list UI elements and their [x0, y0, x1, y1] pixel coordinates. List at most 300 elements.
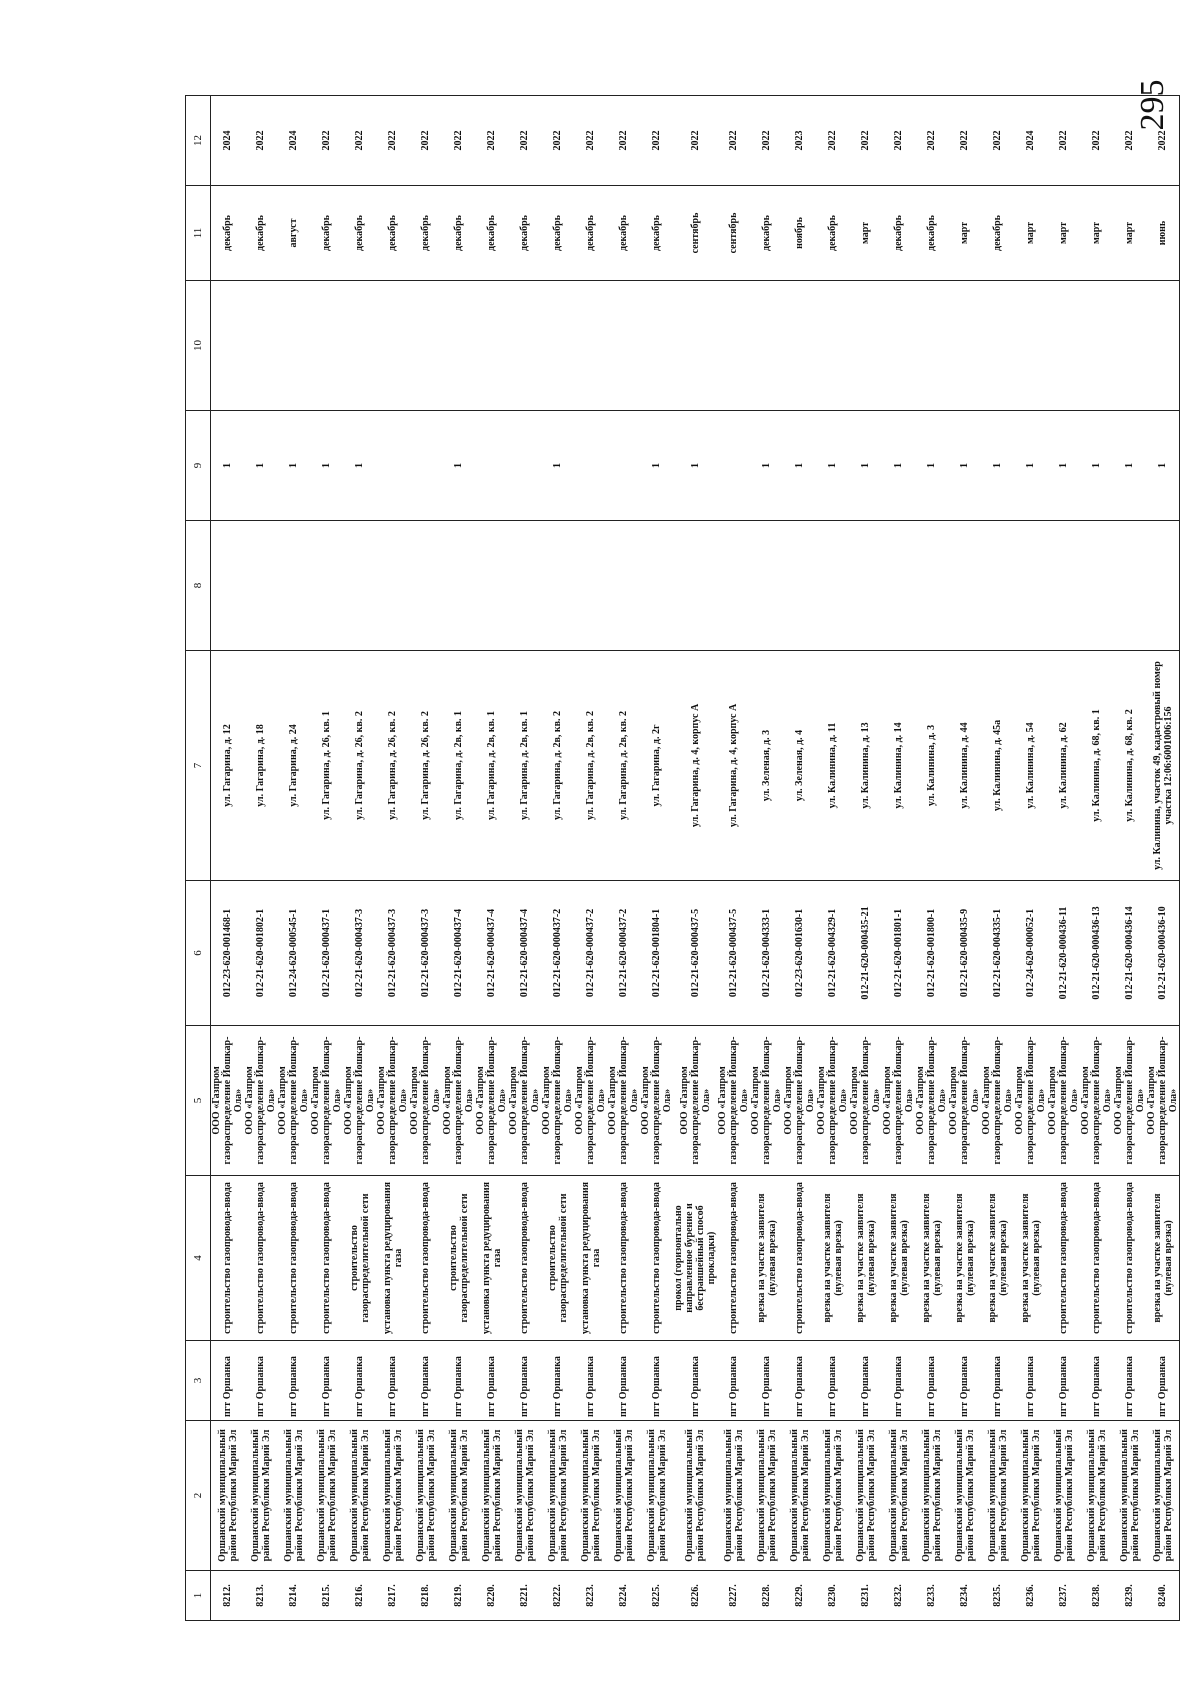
- work-type-cell: строительство газопровода-ввода: [244, 1176, 277, 1341]
- address-cell: ул. Гагарина, д. 2в, кв. 1: [475, 651, 508, 881]
- column-8-cell: [1080, 521, 1113, 651]
- application-code-cell: 012-21-620-000436-14: [1113, 881, 1146, 1026]
- organization-cell: ООО «Газпром газораспределение Йошкар-Ола»: [1080, 1026, 1113, 1176]
- row-number: 8239.: [1113, 1571, 1146, 1621]
- settlement-cell: пгт Оршанка: [948, 1341, 981, 1421]
- table-row: [783, 96, 816, 1621]
- application-code-cell: 012-21-620-000437-3: [409, 881, 442, 1026]
- column-10-cell: [915, 281, 948, 411]
- column-header-1: 1: [186, 1571, 211, 1621]
- column-10-cell: [541, 281, 574, 411]
- application-code-cell: 012-21-620-001804-1: [640, 881, 673, 1026]
- table-row: [915, 96, 948, 1621]
- address-cell: ул. Калинина, д. 14: [882, 651, 915, 881]
- work-type-cell: строительство газопровода-ввода: [1113, 1176, 1146, 1341]
- column-10-cell: [574, 281, 607, 411]
- organization-cell: ООО «Газпром газораспределение Йошкар-Ола»: [475, 1026, 508, 1176]
- row-number: 8228.: [750, 1571, 783, 1621]
- district-cell: Оршанский муниципальный район Республики Марий Эл: [1014, 1421, 1047, 1571]
- work-type-cell: строительство газопровода-ввода: [717, 1176, 750, 1341]
- year-cell: 2022: [1080, 96, 1113, 186]
- settlement-cell: пгт Оршанка: [574, 1341, 607, 1421]
- column-10-cell: [442, 281, 475, 411]
- application-code-cell: 012-21-620-000437-5: [673, 881, 717, 1026]
- work-type-cell: врезка на участке заявителя (нулевая врезка): [915, 1176, 948, 1341]
- settlement-cell: пгт Оршанка: [915, 1341, 948, 1421]
- work-type-cell: строительство газопровода-ввода: [607, 1176, 640, 1341]
- column-header-8: 8: [186, 521, 211, 651]
- table-row: [640, 96, 673, 1621]
- organization-cell: ООО «Газпром газораспределение Йошкар-Ола»: [211, 1026, 245, 1176]
- month-cell: декабрь: [211, 186, 245, 281]
- quantity-cell: 1: [750, 411, 783, 521]
- organization-cell: ООО «Газпром газораспределение Йошкар-Ола»: [948, 1026, 981, 1176]
- district-cell: Оршанский муниципальный район Республики Марий Эл: [574, 1421, 607, 1571]
- quantity-cell: 1: [277, 411, 310, 521]
- row-number: 8217.: [376, 1571, 409, 1621]
- settlement-cell: пгт Оршанка: [310, 1341, 343, 1421]
- organization-cell: ООО «Газпром газораспределение Йошкар-Ола»: [607, 1026, 640, 1176]
- work-type-cell: врезка на участке заявителя (нулевая врезка): [816, 1176, 849, 1341]
- month-cell: декабрь: [882, 186, 915, 281]
- row-number: 8234.: [948, 1571, 981, 1621]
- address-cell: ул. Гагарина, д. 4, корпус А: [673, 651, 717, 881]
- work-type-cell: установка пункта редуцирования газа: [475, 1176, 508, 1341]
- year-cell: 2022: [343, 96, 376, 186]
- work-type-cell: строительство газораспределительной сети: [442, 1176, 475, 1341]
- application-code-cell: 012-21-620-000435-21: [849, 881, 882, 1026]
- application-code-cell: 012-21-620-001801-1: [882, 881, 915, 1026]
- quantity-cell: 1: [211, 411, 245, 521]
- district-cell: Оршанский муниципальный район Республики Марий Эл: [277, 1421, 310, 1571]
- column-10-cell: [981, 281, 1014, 411]
- application-code-cell: 012-21-620-004329-1: [816, 881, 849, 1026]
- district-cell: Оршанский муниципальный район Республики Марий Эл: [508, 1421, 541, 1571]
- table-row: [244, 96, 277, 1621]
- column-8-cell: [541, 521, 574, 651]
- address-cell: ул. Гагарина, д. 12: [211, 651, 245, 881]
- work-type-cell: врезка на участке заявителя (нулевая врезка): [948, 1176, 981, 1341]
- column-header-5: 5: [186, 1026, 211, 1176]
- address-cell: ул. Гагарина, д. 2в, кв. 2: [607, 651, 640, 881]
- work-type-cell: врезка на участке заявителя (нулевая врезка): [882, 1176, 915, 1341]
- address-cell: ул. Гагарина, д. 2в, кв. 2: [574, 651, 607, 881]
- month-cell: март: [948, 186, 981, 281]
- column-10-cell: [1014, 281, 1047, 411]
- column-8-cell: [277, 521, 310, 651]
- work-type-cell: врезка на участке заявителя (нулевая врезка): [1014, 1176, 1047, 1341]
- table-row: [310, 96, 343, 1621]
- year-cell: 2022: [882, 96, 915, 186]
- table-row: [717, 96, 750, 1621]
- organization-cell: ООО «Газпром газораспределение Йошкар-Ола»: [1047, 1026, 1080, 1176]
- settlement-cell: пгт Оршанка: [981, 1341, 1014, 1421]
- column-header-12: 12: [186, 96, 211, 186]
- application-code-cell: 012-21-620-004335-1: [981, 881, 1014, 1026]
- district-cell: Оршанский муниципальный район Республики Марий Эл: [816, 1421, 849, 1571]
- month-cell: декабрь: [981, 186, 1014, 281]
- quantity-cell: 1: [1080, 411, 1113, 521]
- year-cell: 2022: [717, 96, 750, 186]
- month-cell: март: [1113, 186, 1146, 281]
- column-header-11: 11: [186, 186, 211, 281]
- application-code-cell: 012-21-620-001802-1: [244, 881, 277, 1026]
- column-10-cell: [607, 281, 640, 411]
- address-cell: ул. Калинина, д. 11: [816, 651, 849, 881]
- settlement-cell: пгт Оршанка: [442, 1341, 475, 1421]
- quantity-cell: [475, 411, 508, 521]
- organization-cell: ООО «Газпром газораспределение Йошкар-Ола»: [816, 1026, 849, 1176]
- data-table-rotated: [185, 96, 1185, 1621]
- work-type-cell: строительство газопровода-ввода: [783, 1176, 816, 1341]
- column-header-4: 4: [186, 1176, 211, 1341]
- column-8-cell: [1113, 521, 1146, 651]
- column-10-cell: [1080, 281, 1113, 411]
- organization-cell: ООО «Газпром газораспределение Йошкар-Ола»: [277, 1026, 310, 1176]
- column-10-cell: [750, 281, 783, 411]
- column-10-cell: [1047, 281, 1080, 411]
- column-8-cell: [310, 521, 343, 651]
- column-10-cell: [673, 281, 717, 411]
- table-row: [343, 96, 376, 1621]
- row-number: 8227.: [717, 1571, 750, 1621]
- column-10-cell: [717, 281, 750, 411]
- application-code-cell: 012-21-620-000436-11: [1047, 881, 1080, 1026]
- district-cell: Оршанский муниципальный район Республики Марий Эл: [1146, 1421, 1180, 1571]
- application-code-cell: 012-21-620-000437-3: [376, 881, 409, 1026]
- district-cell: Оршанский муниципальный район Республики Марий Эл: [948, 1421, 981, 1571]
- quantity-cell: 1: [244, 411, 277, 521]
- application-code-cell: 012-21-620-000437-2: [607, 881, 640, 1026]
- work-type-cell: строительство газораспределительной сети: [343, 1176, 376, 1341]
- organization-cell: ООО «Газпром газораспределение Йошкар-Ола»: [640, 1026, 673, 1176]
- district-cell: Оршанский муниципальный район Республики Марий Эл: [211, 1421, 245, 1571]
- column-header-2: 2: [186, 1421, 211, 1571]
- month-cell: декабрь: [244, 186, 277, 281]
- work-type-cell: строительство газопровода-ввода: [640, 1176, 673, 1341]
- settlement-cell: пгт Оршанка: [882, 1341, 915, 1421]
- table-row: [1113, 96, 1146, 1621]
- year-cell: 2024: [277, 96, 310, 186]
- column-8-cell: [816, 521, 849, 651]
- column-10-cell: [244, 281, 277, 411]
- work-type-cell: врезка на участке заявителя (нулевая врезка): [1146, 1176, 1180, 1341]
- month-cell: ноябрь: [783, 186, 816, 281]
- district-cell: Оршанский муниципальный район Республики Марий Эл: [915, 1421, 948, 1571]
- settlement-cell: пгт Оршанка: [1146, 1341, 1180, 1421]
- column-8-cell: [915, 521, 948, 651]
- table-row: [541, 96, 574, 1621]
- column-8-cell: [1047, 521, 1080, 651]
- column-10-cell: [816, 281, 849, 411]
- row-number: 8237.: [1047, 1571, 1080, 1621]
- column-8-cell: [948, 521, 981, 651]
- column-8-cell: [882, 521, 915, 651]
- column-10-cell: [1113, 281, 1146, 411]
- column-header-9: 9: [186, 411, 211, 521]
- column-10-cell: [211, 281, 245, 411]
- table-row: [1080, 96, 1113, 1621]
- column-8-cell: [376, 521, 409, 651]
- district-cell: Оршанский муниципальный район Республики Марий Эл: [849, 1421, 882, 1571]
- column-10-cell: [343, 281, 376, 411]
- address-cell: ул. Гагарина, д. 26, кв. 2: [343, 651, 376, 881]
- organization-cell: ООО «Газпром газораспределение Йошкар-Ола»: [442, 1026, 475, 1176]
- month-cell: декабрь: [409, 186, 442, 281]
- address-cell: ул. Калинина, д. 68, кв. 1: [1080, 651, 1113, 881]
- district-cell: Оршанский муниципальный район Республики Марий Эл: [640, 1421, 673, 1571]
- year-cell: 2022: [574, 96, 607, 186]
- table-body: [211, 96, 1180, 1621]
- column-10-cell: [783, 281, 816, 411]
- row-number: 8240.: [1146, 1571, 1180, 1621]
- settlement-cell: пгт Оршанка: [783, 1341, 816, 1421]
- work-type-cell: строительство газопровода-ввода: [409, 1176, 442, 1341]
- settlement-cell: пгт Оршанка: [607, 1341, 640, 1421]
- address-cell: ул. Гагарина, д. 2в, кв. 1: [508, 651, 541, 881]
- row-number: 8229.: [783, 1571, 816, 1621]
- table-row: [849, 96, 882, 1621]
- header-row: [186, 96, 211, 1621]
- column-8-cell: [607, 521, 640, 651]
- table-row: [508, 96, 541, 1621]
- district-cell: Оршанский муниципальный район Республики Марий Эл: [673, 1421, 717, 1571]
- address-cell: ул. Калинина, д. 44: [948, 651, 981, 881]
- column-8-cell: [475, 521, 508, 651]
- column-10-cell: [948, 281, 981, 411]
- quantity-cell: 1: [640, 411, 673, 521]
- quantity-cell: 1: [442, 411, 475, 521]
- settlement-cell: пгт Оршанка: [1080, 1341, 1113, 1421]
- column-8-cell: [673, 521, 717, 651]
- column-8-cell: [442, 521, 475, 651]
- page-number: 295: [1134, 79, 1171, 131]
- column-10-cell: [475, 281, 508, 411]
- organization-cell: ООО «Газпром газораспределение Йошкар-Ола»: [343, 1026, 376, 1176]
- organization-cell: ООО «Газпром газораспределение Йошкар-Ола»: [376, 1026, 409, 1176]
- table-row: [948, 96, 981, 1621]
- month-cell: март: [849, 186, 882, 281]
- work-type-cell: строительство газопровода-ввода: [310, 1176, 343, 1341]
- year-cell: 2022: [409, 96, 442, 186]
- district-cell: Оршанский муниципальный район Республики Марий Эл: [244, 1421, 277, 1571]
- table-row: [475, 96, 508, 1621]
- month-cell: сентябрь: [717, 186, 750, 281]
- district-cell: Оршанский муниципальный район Республики Марий Эл: [750, 1421, 783, 1571]
- quantity-cell: 1: [948, 411, 981, 521]
- year-cell: 2022: [915, 96, 948, 186]
- column-header-6: 6: [186, 881, 211, 1026]
- quantity-cell: 1: [1113, 411, 1146, 521]
- table-row: [1047, 96, 1080, 1621]
- address-cell: ул. Гагарина, д. 18: [244, 651, 277, 881]
- column-8-cell: [750, 521, 783, 651]
- table-row: [981, 96, 1014, 1621]
- month-cell: март: [1047, 186, 1080, 281]
- month-cell: декабрь: [508, 186, 541, 281]
- row-number: 8212.: [211, 1571, 245, 1621]
- data-table: [185, 95, 1180, 1621]
- row-number: 8225.: [640, 1571, 673, 1621]
- table-row: [1014, 96, 1047, 1621]
- address-cell: ул. Калинина, д. 54: [1014, 651, 1047, 881]
- row-number: 8214.: [277, 1571, 310, 1621]
- month-cell: декабрь: [640, 186, 673, 281]
- organization-cell: ООО «Газпром газораспределение Йошкар-Ола»: [915, 1026, 948, 1176]
- work-type-cell: врезка на участке заявителя (нулевая врезка): [750, 1176, 783, 1341]
- address-cell: ул. Гагарина, д. 4, корпус А: [717, 651, 750, 881]
- address-cell: ул. Калинина, д. 3: [915, 651, 948, 881]
- column-10-cell: [277, 281, 310, 411]
- row-number: 8226.: [673, 1571, 717, 1621]
- row-number: 8230.: [816, 1571, 849, 1621]
- organization-cell: ООО «Газпром газораспределение Йошкар-Ола»: [750, 1026, 783, 1176]
- row-number: 8219.: [442, 1571, 475, 1621]
- table-row: [211, 96, 245, 1621]
- quantity-cell: 1: [673, 411, 717, 521]
- quantity-cell: 1: [310, 411, 343, 521]
- address-cell: ул. Гагарина, д. 2в, кв. 1: [442, 651, 475, 881]
- organization-cell: ООО «Газпром газораспределение Йошкар-Ола»: [717, 1026, 750, 1176]
- settlement-cell: пгт Оршанка: [409, 1341, 442, 1421]
- quantity-cell: 1: [1014, 411, 1047, 521]
- month-cell: декабрь: [541, 186, 574, 281]
- organization-cell: ООО «Газпром газораспределение Йошкар-Ола»: [541, 1026, 574, 1176]
- work-type-cell: врезка на участке заявителя (нулевая врезка): [981, 1176, 1014, 1341]
- quantity-cell: [607, 411, 640, 521]
- table-row: [750, 96, 783, 1621]
- column-8-cell: [783, 521, 816, 651]
- table-row: [376, 96, 409, 1621]
- month-cell: декабрь: [343, 186, 376, 281]
- address-cell: ул. Гагарина, д. 26, кв. 1: [310, 651, 343, 881]
- address-cell: ул. Гагарина, д. 26, кв. 2: [376, 651, 409, 881]
- settlement-cell: пгт Оршанка: [673, 1341, 717, 1421]
- address-cell: ул. Гагарина, д. 2г: [640, 651, 673, 881]
- application-code-cell: 012-21-620-000437-4: [442, 881, 475, 1026]
- application-code-cell: 012-21-620-000437-3: [343, 881, 376, 1026]
- work-type-cell: строительство газораспределительной сети: [541, 1176, 574, 1341]
- year-cell: 2022: [849, 96, 882, 186]
- district-cell: Оршанский муниципальный район Республики Марий Эл: [1047, 1421, 1080, 1571]
- column-10-cell: [310, 281, 343, 411]
- row-number: 8223.: [574, 1571, 607, 1621]
- year-cell: 2024: [211, 96, 245, 186]
- year-cell: 2022: [816, 96, 849, 186]
- column-8-cell: [640, 521, 673, 651]
- row-number: 8216.: [343, 1571, 376, 1621]
- settlement-cell: пгт Оршанка: [1014, 1341, 1047, 1421]
- organization-cell: ООО «Газпром газораспределение Йошкар-Ола»: [673, 1026, 717, 1176]
- table-row: [607, 96, 640, 1621]
- settlement-cell: пгт Оршанка: [541, 1341, 574, 1421]
- month-cell: сентябрь: [673, 186, 717, 281]
- year-cell: 2022: [673, 96, 717, 186]
- work-type-cell: строительство газопровода-ввода: [508, 1176, 541, 1341]
- column-10-cell: [882, 281, 915, 411]
- month-cell: декабрь: [816, 186, 849, 281]
- table-row: [574, 96, 607, 1621]
- organization-cell: ООО «Газпром газораспределение Йошкар-Ола»: [783, 1026, 816, 1176]
- application-code-cell: 012-23-620-001630-1: [783, 881, 816, 1026]
- year-cell: 2022: [981, 96, 1014, 186]
- organization-cell: ООО «Газпром газораспределение Йошкар-Ола»: [409, 1026, 442, 1176]
- row-number: 8231.: [849, 1571, 882, 1621]
- column-8-cell: [409, 521, 442, 651]
- address-cell: ул. Зеленая, д. 4: [783, 651, 816, 881]
- table-row: [816, 96, 849, 1621]
- address-cell: ул. Гагарина, д. 26, кв. 2: [409, 651, 442, 881]
- column-header-10: 10: [186, 281, 211, 411]
- organization-cell: ООО «Газпром газораспределение Йошкар-Ола»: [882, 1026, 915, 1176]
- district-cell: Оршанский муниципальный район Республики Марий Эл: [981, 1421, 1014, 1571]
- column-10-cell: [409, 281, 442, 411]
- organization-cell: ООО «Газпром газораспределение Йошкар-Ола»: [310, 1026, 343, 1176]
- year-cell: 2022: [948, 96, 981, 186]
- address-cell: ул. Гагарина, д. 2в, кв. 2: [541, 651, 574, 881]
- year-cell: 2022: [640, 96, 673, 186]
- column-8-cell: [717, 521, 750, 651]
- work-type-cell: врезка на участке заявителя (нулевая врезка): [849, 1176, 882, 1341]
- settlement-cell: пгт Оршанка: [244, 1341, 277, 1421]
- quantity-cell: [409, 411, 442, 521]
- organization-cell: ООО «Газпром газораспределение Йошкар-Ола»: [244, 1026, 277, 1176]
- month-cell: декабрь: [750, 186, 783, 281]
- district-cell: Оршанский муниципальный район Республики Марий Эл: [376, 1421, 409, 1571]
- column-10-cell: [508, 281, 541, 411]
- quantity-cell: 1: [849, 411, 882, 521]
- district-cell: Оршанский муниципальный район Республики Марий Эл: [882, 1421, 915, 1571]
- address-cell: ул. Калинина, д. 62: [1047, 651, 1080, 881]
- organization-cell: ООО «Газпром газораспределение Йошкар-Ола»: [1146, 1026, 1180, 1176]
- work-type-cell: строительство газопровода-ввода: [277, 1176, 310, 1341]
- district-cell: Оршанский муниципальный район Республики Марий Эл: [783, 1421, 816, 1571]
- district-cell: Оршанский муниципальный район Республики Марий Эл: [541, 1421, 574, 1571]
- month-cell: декабрь: [376, 186, 409, 281]
- work-type-cell: строительство газопровода-ввода: [1047, 1176, 1080, 1341]
- month-cell: декабрь: [442, 186, 475, 281]
- year-cell: 2022: [750, 96, 783, 186]
- column-8-cell: [211, 521, 245, 651]
- column-8-cell: [574, 521, 607, 651]
- year-cell: 2022: [475, 96, 508, 186]
- settlement-cell: пгт Оршанка: [640, 1341, 673, 1421]
- row-number: 8215.: [310, 1571, 343, 1621]
- row-number: 8232.: [882, 1571, 915, 1621]
- district-cell: Оршанский муниципальный район Республики Марий Эл: [717, 1421, 750, 1571]
- settlement-cell: пгт Оршанка: [849, 1341, 882, 1421]
- table-row: [442, 96, 475, 1621]
- row-number: 8224.: [607, 1571, 640, 1621]
- table-row: [882, 96, 915, 1621]
- application-code-cell: 012-21-620-000437-4: [475, 881, 508, 1026]
- table-row: [673, 96, 717, 1621]
- month-cell: март: [1080, 186, 1113, 281]
- application-code-cell: 012-21-620-000437-5: [717, 881, 750, 1026]
- application-code-cell: 012-21-620-000436-10: [1146, 881, 1180, 1026]
- column-8-cell: [1146, 521, 1180, 651]
- month-cell: декабрь: [310, 186, 343, 281]
- row-number: 8222.: [541, 1571, 574, 1621]
- organization-cell: ООО «Газпром газораспределение Йошкар-Ола»: [508, 1026, 541, 1176]
- settlement-cell: пгт Оршанка: [717, 1341, 750, 1421]
- work-type-cell: установка пункта редуцирования газа: [376, 1176, 409, 1341]
- row-number: 8236.: [1014, 1571, 1047, 1621]
- address-cell: ул. Калинина, д. 68, кв. 2: [1113, 651, 1146, 881]
- column-8-cell: [244, 521, 277, 651]
- application-code-cell: 012-21-620-000435-9: [948, 881, 981, 1026]
- application-code-cell: 012-23-620-001468-1: [211, 881, 245, 1026]
